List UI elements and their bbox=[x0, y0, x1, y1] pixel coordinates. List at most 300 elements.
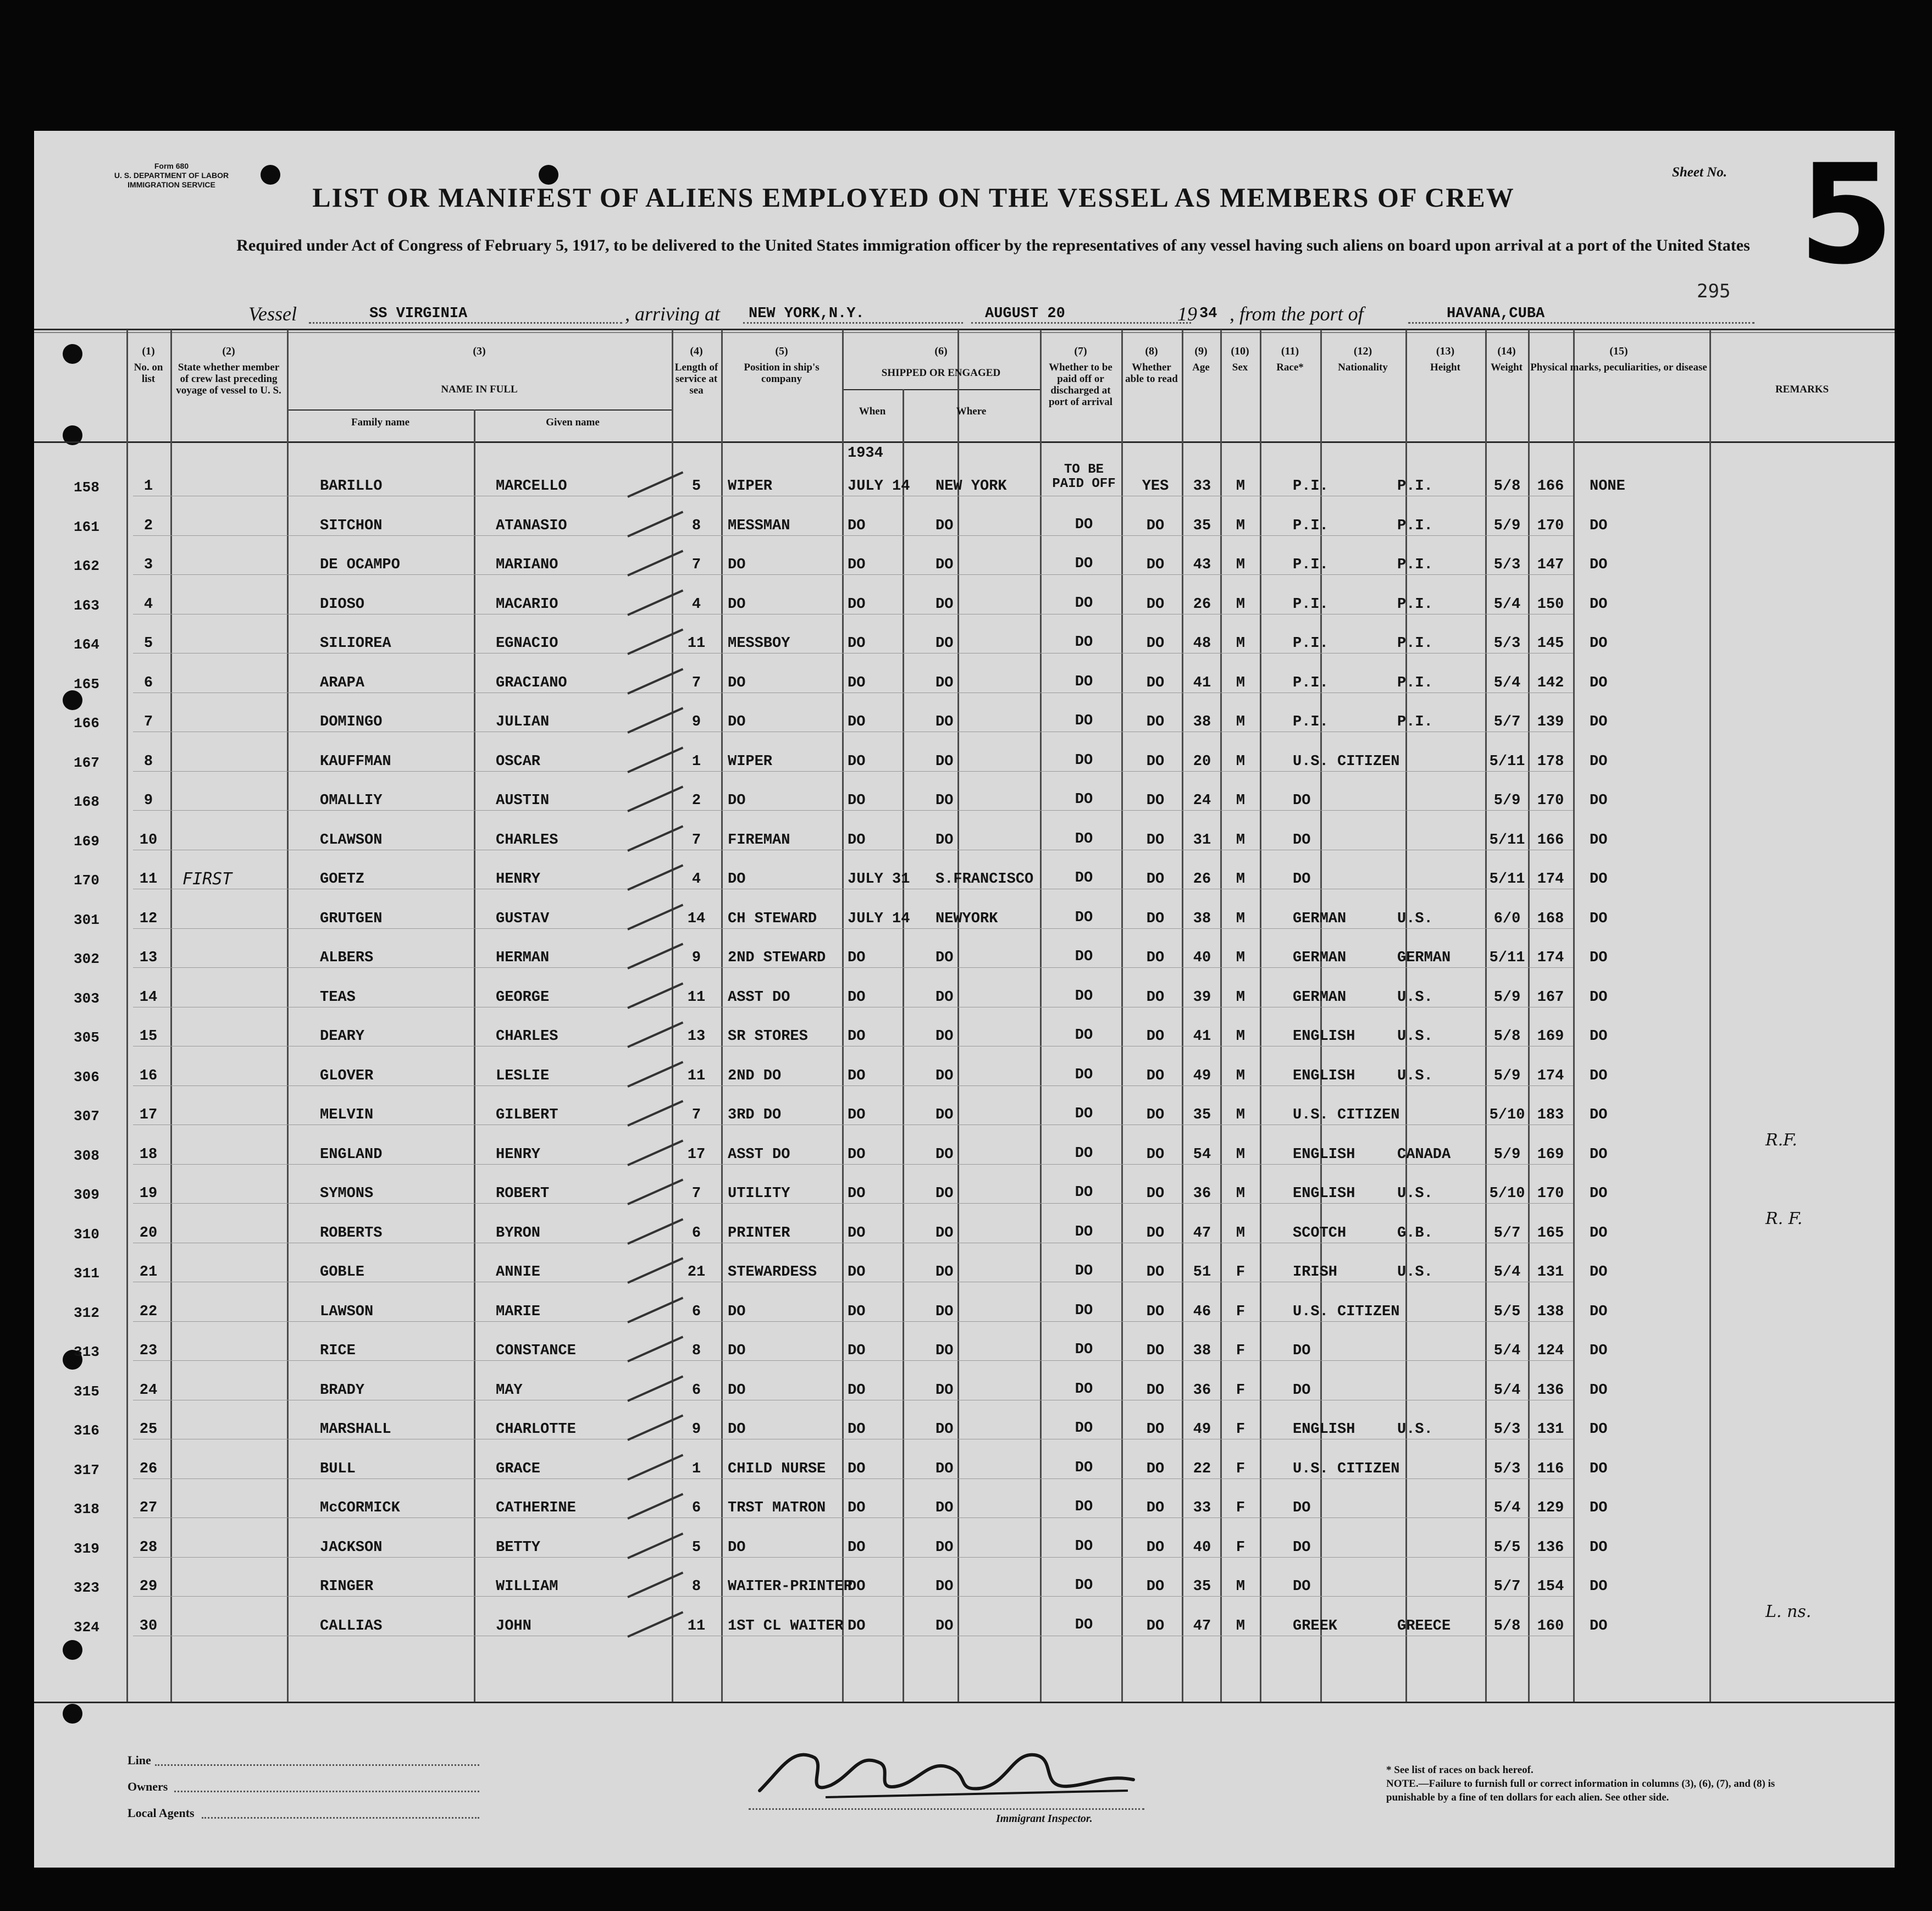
cell-sex: M bbox=[1236, 989, 1245, 1006]
cell-family: GRUTGEN bbox=[320, 910, 383, 927]
cell-sex: M bbox=[1236, 1618, 1245, 1635]
cell-marks: DO bbox=[1590, 1264, 1608, 1281]
cell-when: DO bbox=[848, 1618, 866, 1635]
cell-height: 5/4 bbox=[1493, 1500, 1521, 1516]
cell-when: DO bbox=[848, 1343, 866, 1359]
cell-nationality: U.S. bbox=[1397, 1028, 1433, 1045]
cell-height: 5/9 bbox=[1493, 793, 1521, 809]
cell-age: 49 bbox=[1193, 1421, 1211, 1438]
cell-height: 5/7 bbox=[1493, 714, 1521, 730]
cell-given: HENRY bbox=[496, 871, 541, 888]
cell-height: 5/3 bbox=[1493, 1460, 1521, 1477]
cell-where: DO bbox=[935, 1539, 954, 1556]
cell-weight: 167 bbox=[1537, 989, 1564, 1006]
cell-nationality: P.I. bbox=[1397, 596, 1433, 613]
cell-age: 48 bbox=[1193, 635, 1211, 652]
cell-age: 33 bbox=[1193, 478, 1211, 495]
cell-paid: DO bbox=[1075, 830, 1093, 848]
c11-number: (11) bbox=[1281, 345, 1299, 357]
cell-read: DO bbox=[1146, 871, 1165, 888]
cell-paid: DO bbox=[1075, 1027, 1093, 1044]
form-identifier bbox=[103, 162, 240, 190]
cell-paid: DO bbox=[1075, 1066, 1093, 1083]
punch-hole bbox=[63, 1704, 82, 1724]
cell-given: GRACIANO bbox=[496, 674, 567, 691]
row-reference-number: 163 bbox=[74, 597, 99, 614]
table-row bbox=[34, 948, 1895, 970]
c5-number: (5) bbox=[775, 345, 788, 357]
page-title: LIST OR MANIFEST OF ALIENS EMPLOYED ON THE VESSEL AS MEMBERS OF CREW bbox=[312, 182, 1515, 213]
cell-paid: DO bbox=[1075, 870, 1093, 887]
row-reference-number: 312 bbox=[74, 1304, 99, 1321]
cell-given: HENRY bbox=[496, 1146, 541, 1163]
cell-given: BETTY bbox=[496, 1539, 541, 1556]
cell-paid: DO bbox=[1075, 556, 1093, 572]
cell-sex: M bbox=[1236, 1067, 1245, 1084]
cell-position: STEWARDESS bbox=[728, 1264, 817, 1281]
cell-no: 16 bbox=[139, 1067, 158, 1084]
row-reference-number: 308 bbox=[74, 1147, 99, 1164]
cell-where: DO bbox=[935, 1028, 954, 1045]
vessel-name: SS VIRGINIA bbox=[369, 306, 468, 322]
cell-paid: DO bbox=[1075, 595, 1093, 612]
cell-sex: M bbox=[1236, 910, 1245, 927]
manifest-sheet bbox=[34, 131, 1895, 1868]
cell-weight: 139 bbox=[1537, 714, 1564, 730]
cell-read: DO bbox=[1146, 596, 1165, 613]
cell-age: 39 bbox=[1193, 989, 1211, 1006]
shipped-where-header: Where bbox=[956, 406, 987, 417]
cell-nationality: P.I. bbox=[1397, 517, 1433, 534]
cell-read: DO bbox=[1146, 950, 1165, 966]
cell-read: DO bbox=[1146, 674, 1165, 691]
cell-when: DO bbox=[848, 557, 866, 573]
cell-where: DO bbox=[935, 596, 954, 613]
row-reference-number: 316 bbox=[74, 1422, 99, 1439]
cell-family: BRADY bbox=[320, 1382, 365, 1399]
cell-marks: DO bbox=[1590, 517, 1608, 534]
cell-no: 4 bbox=[143, 596, 153, 613]
cell-sex: F bbox=[1236, 1539, 1245, 1556]
cell-given: CATHERINE bbox=[496, 1500, 576, 1516]
cell-sex: M bbox=[1236, 1186, 1245, 1202]
cell-where: NEWYORK bbox=[935, 910, 998, 927]
cell-given: WILLIAM bbox=[496, 1578, 558, 1595]
cell-race: U.S. CITIZEN bbox=[1293, 1303, 1400, 1320]
table-row bbox=[34, 1380, 1895, 1402]
cell-age: 31 bbox=[1193, 832, 1211, 849]
cell-read: DO bbox=[1146, 1107, 1165, 1123]
c3-label: NAME IN FULL bbox=[441, 384, 518, 395]
line-label: Line bbox=[128, 1753, 151, 1767]
cell-age: 33 bbox=[1193, 1500, 1211, 1516]
cell-family: CALLIAS bbox=[320, 1618, 383, 1635]
cell-nationality: U.S. bbox=[1397, 1186, 1433, 1202]
table-row bbox=[34, 1066, 1895, 1088]
cell-family: OMALLIY bbox=[320, 793, 383, 809]
cell-age: 40 bbox=[1193, 1539, 1211, 1556]
page-subtitle: Required under Act of Congress of February 5, 1917, to be delivered to the United States immigration officer by the representatives of any vessel having such aliens on board upon arrival at a port of the United States bbox=[236, 236, 1750, 254]
cell-marks: DO bbox=[1590, 871, 1608, 888]
cell-service: 8 bbox=[691, 1578, 701, 1595]
cell-given: CHARLOTTE bbox=[496, 1421, 576, 1438]
cell-no: 30 bbox=[139, 1618, 158, 1635]
cell-height: 5/9 bbox=[1493, 1067, 1521, 1084]
cell-height: 5/5 bbox=[1493, 1303, 1521, 1320]
cell-when: DO bbox=[848, 517, 866, 534]
cell-service: 1 bbox=[691, 1460, 701, 1477]
cell-read: DO bbox=[1146, 1421, 1165, 1438]
cell-position: 2ND STEWARD bbox=[728, 950, 826, 966]
cell-given: MACARIO bbox=[496, 596, 558, 613]
cell-service: 11 bbox=[687, 1618, 706, 1635]
cell-no: 23 bbox=[139, 1343, 158, 1359]
cell-marks: DO bbox=[1590, 557, 1608, 573]
c3-number: (3) bbox=[473, 345, 486, 357]
c15-label: Physical marks, peculiarities, or disease bbox=[1530, 362, 1707, 373]
table-row bbox=[34, 751, 1895, 773]
row-reference-number: 301 bbox=[74, 911, 99, 928]
cell-nationality: G.B. bbox=[1397, 1225, 1433, 1242]
cell-race: DO bbox=[1293, 1382, 1311, 1399]
cell-read: DO bbox=[1146, 1146, 1165, 1163]
c15-number: (15) bbox=[1609, 345, 1628, 357]
cell-age: 47 bbox=[1193, 1225, 1211, 1242]
cell-weight: 170 bbox=[1537, 1186, 1564, 1202]
cell-age: 26 bbox=[1193, 871, 1211, 888]
cell-when: DO bbox=[848, 1539, 866, 1556]
cell-no: 24 bbox=[139, 1382, 158, 1399]
c12-label: Nationality bbox=[1338, 362, 1388, 373]
cell-weight: 154 bbox=[1537, 1578, 1564, 1595]
cell-weight: 166 bbox=[1537, 478, 1564, 495]
cell-sex: F bbox=[1236, 1382, 1245, 1399]
cell-where: DO bbox=[935, 1303, 954, 1320]
cell-family: BARILLO bbox=[320, 478, 383, 495]
cell-weight: 145 bbox=[1537, 635, 1564, 652]
row-reference-number: 310 bbox=[74, 1226, 99, 1243]
row-reference-number: 161 bbox=[74, 518, 99, 535]
cell-when: JULY 14 bbox=[848, 478, 910, 495]
cell-sex: M bbox=[1236, 950, 1245, 966]
cell-height: 5/4 bbox=[1493, 1343, 1521, 1359]
cell-weight: 168 bbox=[1537, 910, 1564, 927]
cell-race: DO bbox=[1293, 1539, 1311, 1556]
cell-service: 13 bbox=[687, 1028, 706, 1045]
cell-paid: DO bbox=[1075, 1420, 1093, 1437]
cell-service: 7 bbox=[691, 1186, 701, 1202]
punch-hole bbox=[63, 344, 82, 364]
cell-given: CHARLES bbox=[496, 1028, 558, 1045]
cell-where: DO bbox=[935, 1225, 954, 1242]
cell-weight: 160 bbox=[1537, 1618, 1564, 1635]
cell-when: DO bbox=[848, 950, 866, 966]
cell-marks: DO bbox=[1590, 596, 1608, 613]
inspector-label: Immigrant Inspector. bbox=[996, 1813, 1093, 1825]
cell-nationality: P.I. bbox=[1397, 557, 1433, 573]
cell-read: DO bbox=[1146, 1460, 1165, 1477]
cell-no: 3 bbox=[143, 557, 153, 573]
cell-sex: F bbox=[1236, 1460, 1245, 1477]
cell-family: RICE bbox=[320, 1343, 356, 1359]
cell-race: U.S. CITIZEN bbox=[1293, 1107, 1400, 1123]
cell-family: ROBERTS bbox=[320, 1225, 383, 1242]
c13-label: Height bbox=[1430, 362, 1460, 373]
row-reference-number: 158 bbox=[74, 479, 99, 496]
c12-number: (12) bbox=[1353, 345, 1372, 357]
arrival-date: AUGUST 20 bbox=[985, 306, 1065, 322]
cell-given: LESLIE bbox=[496, 1067, 550, 1084]
cell-marks: DO bbox=[1590, 1578, 1608, 1595]
cell-height: 5/7 bbox=[1493, 1578, 1521, 1595]
table-row bbox=[34, 594, 1895, 616]
cell-when: DO bbox=[848, 1186, 866, 1202]
table-row bbox=[34, 712, 1895, 734]
sheet-stamp: 295 bbox=[1697, 280, 1731, 302]
cell-no: 25 bbox=[139, 1421, 158, 1438]
cell-nationality: P.I. bbox=[1397, 478, 1433, 495]
cell-read: DO bbox=[1146, 1067, 1165, 1084]
c7-label: Whether to be paid off or discharged at port of arrival bbox=[1048, 362, 1113, 408]
cell-race: DO bbox=[1293, 793, 1311, 809]
cell-read: DO bbox=[1146, 1578, 1165, 1595]
cell-sex: F bbox=[1236, 1303, 1245, 1320]
cell-given: CHARLES bbox=[496, 832, 558, 849]
from-label: , from the port of bbox=[1230, 303, 1364, 325]
cell-remarks: R. F. bbox=[1765, 1209, 1803, 1228]
cell-age: 54 bbox=[1193, 1146, 1211, 1163]
cell-position: WAITER-PRINTER bbox=[728, 1578, 852, 1595]
cell-service: 4 bbox=[691, 871, 701, 888]
cell-read: DO bbox=[1146, 989, 1165, 1006]
cell-when: DO bbox=[848, 1460, 866, 1477]
row-reference-number: 169 bbox=[74, 833, 99, 850]
cell-family: TEAS bbox=[320, 989, 356, 1006]
cell-weight: 142 bbox=[1537, 674, 1564, 691]
year-prefix: 19 bbox=[1177, 303, 1197, 325]
cell-position: SR STORES bbox=[728, 1028, 808, 1045]
cell-service: 9 bbox=[691, 714, 701, 730]
row-reference-number: 170 bbox=[74, 872, 99, 889]
cell-paid: DO bbox=[1075, 1302, 1093, 1319]
table-row bbox=[34, 869, 1895, 891]
cell-position: MESSBOY bbox=[728, 635, 790, 652]
cell-service: 5 bbox=[691, 478, 701, 495]
cell-position: TRST MATRON bbox=[728, 1500, 826, 1516]
cell-service: 6 bbox=[691, 1382, 701, 1399]
cell-when: DO bbox=[848, 1264, 866, 1281]
cell-no: 20 bbox=[139, 1225, 158, 1242]
cell-read: DO bbox=[1146, 832, 1165, 849]
cell-age: 36 bbox=[1193, 1382, 1211, 1399]
cell-marks: DO bbox=[1590, 1421, 1608, 1438]
cell-race: P.I. bbox=[1293, 517, 1328, 534]
cell-age: 35 bbox=[1193, 1578, 1211, 1595]
cell-read: DO bbox=[1146, 557, 1165, 573]
c1-number: (1) bbox=[142, 345, 155, 357]
cell-service: 1 bbox=[691, 753, 701, 770]
cell-sex: F bbox=[1236, 1421, 1245, 1438]
sheet-label: Sheet No. bbox=[1672, 165, 1727, 180]
cell-height: 5/3 bbox=[1493, 1421, 1521, 1438]
cell-no: 5 bbox=[143, 635, 153, 652]
cell-marks: DO bbox=[1590, 1225, 1608, 1242]
cell-height: 5/11 bbox=[1489, 832, 1525, 849]
cell-race: DO bbox=[1293, 871, 1311, 888]
cell-service: 7 bbox=[691, 674, 701, 691]
cell-age: 38 bbox=[1193, 910, 1211, 927]
row-reference-number: 315 bbox=[74, 1383, 99, 1400]
cell-position: DO bbox=[728, 714, 746, 730]
cell-weight: 170 bbox=[1537, 517, 1564, 534]
cell-where: DO bbox=[935, 635, 954, 652]
cell-age: 40 bbox=[1193, 950, 1211, 966]
cell-race: U.S. CITIZEN bbox=[1293, 1460, 1400, 1477]
cell-when: DO bbox=[848, 1067, 866, 1084]
cell-marks: DO bbox=[1590, 989, 1608, 1006]
c5-label: Position in ship's company bbox=[744, 362, 820, 385]
cell-sex: M bbox=[1236, 1107, 1245, 1123]
cell-age: 38 bbox=[1193, 1343, 1211, 1359]
c6-number: (6) bbox=[934, 345, 948, 357]
cell-family: GOETZ bbox=[320, 871, 365, 888]
cell-race: DO bbox=[1293, 1578, 1311, 1595]
row-reference-number: 165 bbox=[74, 675, 99, 693]
cell-where: DO bbox=[935, 1146, 954, 1163]
cell-family: ENGLAND bbox=[320, 1146, 383, 1163]
sheet-number: 5 bbox=[1798, 135, 1894, 295]
cell-race: ENGLISH bbox=[1293, 1186, 1355, 1202]
punch-hole bbox=[63, 1640, 82, 1660]
cell-sex: M bbox=[1236, 753, 1245, 770]
cell-race: ENGLISH bbox=[1293, 1067, 1355, 1084]
cell-position: PRINTER bbox=[728, 1225, 790, 1242]
cell-when: DO bbox=[848, 1382, 866, 1399]
cell-race: P.I. bbox=[1293, 674, 1328, 691]
cell-where: DO bbox=[935, 1343, 954, 1359]
cell-weight: 124 bbox=[1537, 1343, 1564, 1359]
cell-position: DO bbox=[728, 674, 746, 691]
row-reference-number: 309 bbox=[74, 1187, 99, 1203]
cell-where: DO bbox=[935, 1264, 954, 1281]
cell-no: 1 bbox=[143, 478, 153, 495]
c2-number: (2) bbox=[222, 345, 235, 357]
row-reference-number: 303 bbox=[74, 990, 99, 1007]
cell-height: 5/7 bbox=[1493, 1225, 1521, 1242]
vessel-label: Vessel bbox=[248, 303, 297, 325]
cell-given: MARCELLO bbox=[496, 478, 567, 495]
cell-height: 5/11 bbox=[1489, 871, 1525, 888]
cell-nationality: U.S. bbox=[1397, 1067, 1433, 1084]
cell-race: DO bbox=[1293, 1343, 1311, 1359]
cell-given: BYRON bbox=[496, 1225, 541, 1242]
c6-label: SHIPPED OR ENGAGED bbox=[881, 367, 1001, 379]
cell-when: DO bbox=[848, 1107, 866, 1123]
cell-no: 28 bbox=[139, 1539, 158, 1556]
cell-service: 8 bbox=[691, 517, 701, 534]
local-agents-label: Local Agents bbox=[128, 1806, 195, 1820]
table-row bbox=[34, 1419, 1895, 1441]
cell-weight: 183 bbox=[1537, 1107, 1564, 1123]
cell-no: 15 bbox=[139, 1028, 158, 1045]
table-row bbox=[34, 1130, 1895, 1166]
cell-family: GLOVER bbox=[320, 1067, 374, 1084]
cell-when: JULY 14 bbox=[848, 910, 910, 927]
cell-marks: DO bbox=[1590, 1343, 1608, 1359]
cell-paid: DO bbox=[1075, 1106, 1093, 1122]
table-row bbox=[34, 1105, 1895, 1127]
departure-port: HAVANA,CUBA bbox=[1447, 306, 1545, 322]
cell-position: ASST DO bbox=[728, 989, 790, 1006]
cell-no: 17 bbox=[139, 1107, 158, 1123]
cell-height: 5/4 bbox=[1493, 596, 1521, 613]
cell-where: DO bbox=[935, 1500, 954, 1516]
row-reference-number: 311 bbox=[74, 1265, 99, 1282]
cell-weight: 174 bbox=[1537, 950, 1564, 966]
cell-age: 35 bbox=[1193, 1107, 1211, 1123]
cell-age: 26 bbox=[1193, 596, 1211, 613]
cell-read: DO bbox=[1146, 1264, 1165, 1281]
cell-no: 6 bbox=[143, 674, 153, 691]
cell-given: MARIANO bbox=[496, 557, 558, 573]
cell-read: DO bbox=[1146, 1343, 1165, 1359]
cell-service: 8 bbox=[691, 1343, 701, 1359]
cell-read: DO bbox=[1146, 910, 1165, 927]
cell-given: HERMAN bbox=[496, 950, 550, 966]
cell-family: SILIOREA bbox=[320, 635, 391, 652]
c11-label: Race* bbox=[1276, 362, 1304, 373]
c14-label: Weight bbox=[1490, 362, 1523, 373]
cell-height: 5/8 bbox=[1493, 1028, 1521, 1045]
cell-marks: DO bbox=[1590, 674, 1608, 691]
c10-label: Sex bbox=[1232, 362, 1248, 373]
cell-family: CLAWSON bbox=[320, 832, 383, 849]
c4-number: (4) bbox=[690, 345, 703, 357]
cell-race: GERMAN bbox=[1293, 910, 1347, 927]
cell-sex: M bbox=[1236, 557, 1245, 573]
table-row bbox=[34, 1459, 1895, 1481]
table-row bbox=[34, 673, 1895, 695]
cell-paid: DO bbox=[1075, 673, 1093, 690]
cell-when: DO bbox=[848, 714, 866, 730]
cell-given: OSCAR bbox=[496, 753, 541, 770]
cell-height: 5/8 bbox=[1493, 478, 1521, 495]
cell-position: MESSMAN bbox=[728, 517, 790, 534]
cell-read: DO bbox=[1146, 753, 1165, 770]
row-reference-number: 167 bbox=[74, 754, 99, 771]
cell-paid: DO bbox=[1075, 909, 1093, 926]
inspector-signature bbox=[749, 1736, 1166, 1807]
cell-family: McCORMICK bbox=[320, 1500, 400, 1516]
cell-nationality: P.I. bbox=[1397, 674, 1433, 691]
cell-marks: DO bbox=[1590, 793, 1608, 809]
cell-height: 5/10 bbox=[1489, 1107, 1525, 1123]
cell-position: DO bbox=[728, 1421, 746, 1438]
cell-where: S.FRANCISCO bbox=[935, 871, 1034, 888]
cell-when: DO bbox=[848, 832, 866, 849]
cell-no: 22 bbox=[139, 1303, 158, 1320]
cell-weight: 170 bbox=[1537, 793, 1564, 809]
owners-label: Owners bbox=[128, 1780, 168, 1793]
cell-marks: DO bbox=[1590, 1107, 1608, 1123]
cell-age: 36 bbox=[1193, 1186, 1211, 1202]
cell-family: DEARY bbox=[320, 1028, 365, 1045]
table-row bbox=[34, 1537, 1895, 1559]
cell-read: DO bbox=[1146, 1186, 1165, 1202]
cell-given: EGNACIO bbox=[496, 635, 558, 652]
cell-read: DO bbox=[1146, 1028, 1165, 1045]
cell-given: GEORGE bbox=[496, 989, 550, 1006]
